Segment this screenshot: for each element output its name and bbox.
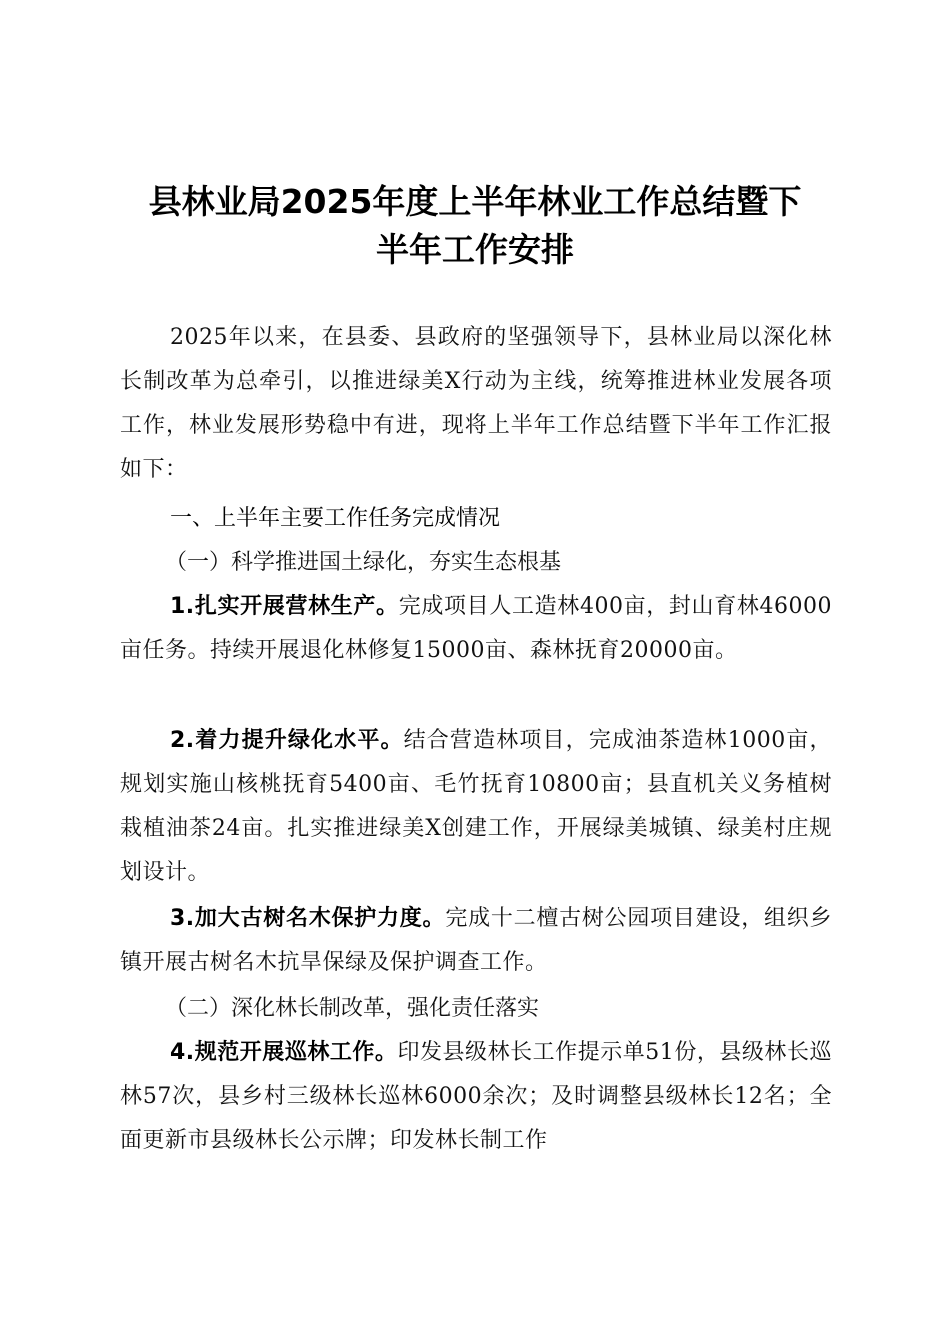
item-2-paragraph [120, 719, 832, 895]
item-4-lead: 4.规范开展巡林工作。 [170, 1040, 398, 1065]
item-1-text: 完成项目人工造林400亩，封山育林46000亩任务。持续开展退化林修复15000亩、森林抚育20000亩。 [120, 594, 833, 663]
item-3-text: 完成十二檀古树公园项目建设，组织乡镇开展古树名木抗旱保绿及保护调查工作。 [120, 906, 832, 975]
item-1-lead: 1.扎实开展营林生产。 [170, 594, 399, 619]
section-1-heading: 一、上半年主要工作任务完成情况 [170, 506, 501, 531]
item-2-lead: 2.着力提升绿化水平。 [170, 728, 404, 753]
document-title [100, 178, 850, 274]
item-4-paragraph [120, 1031, 832, 1163]
subsection-1-heading: （一）科学推进国土绿化，夯实生态根基 [165, 550, 562, 575]
subsection-2-heading: （二）深化林长制改革，强化责任落实 [165, 996, 540, 1021]
intro-paragraph: 2025年以来，在县委、县政府的坚强领导下，县林业局以深化林长制改革为总牵引，以推进绿美X行动为主线，统筹推进林业发展各项工作，林业发展形势稳中有进，现将上半年工作总结暨下半年工作汇报如下： [120, 325, 832, 482]
title-line-1: 县林业局2025年度上半年林业工作总结暨下 [148, 182, 802, 221]
item-4-text: 印发县级林长工作提示单51份，县级林长巡林57次，县乡村三级林长巡林6000余次；及时调整县级林长12名；全面更新市县级林长公示牌；印发林长制工作 [120, 1040, 832, 1153]
item-1-paragraph [120, 585, 832, 673]
item-3-paragraph [120, 897, 832, 985]
item-2-text: 结合营造林项目，完成油茶造林1000亩，规划实施山核桃抚育5400亩、毛竹抚育10800亩；县直机关义务植树栽植油茶24亩。扎实推进绿美X创建工作，开展绿美城镇、绿美村庄规划设计。 [120, 728, 832, 885]
item-3-lead: 3.加大古树名木保护力度。 [170, 906, 446, 931]
title-line-2: 半年工作安排 [376, 230, 574, 269]
